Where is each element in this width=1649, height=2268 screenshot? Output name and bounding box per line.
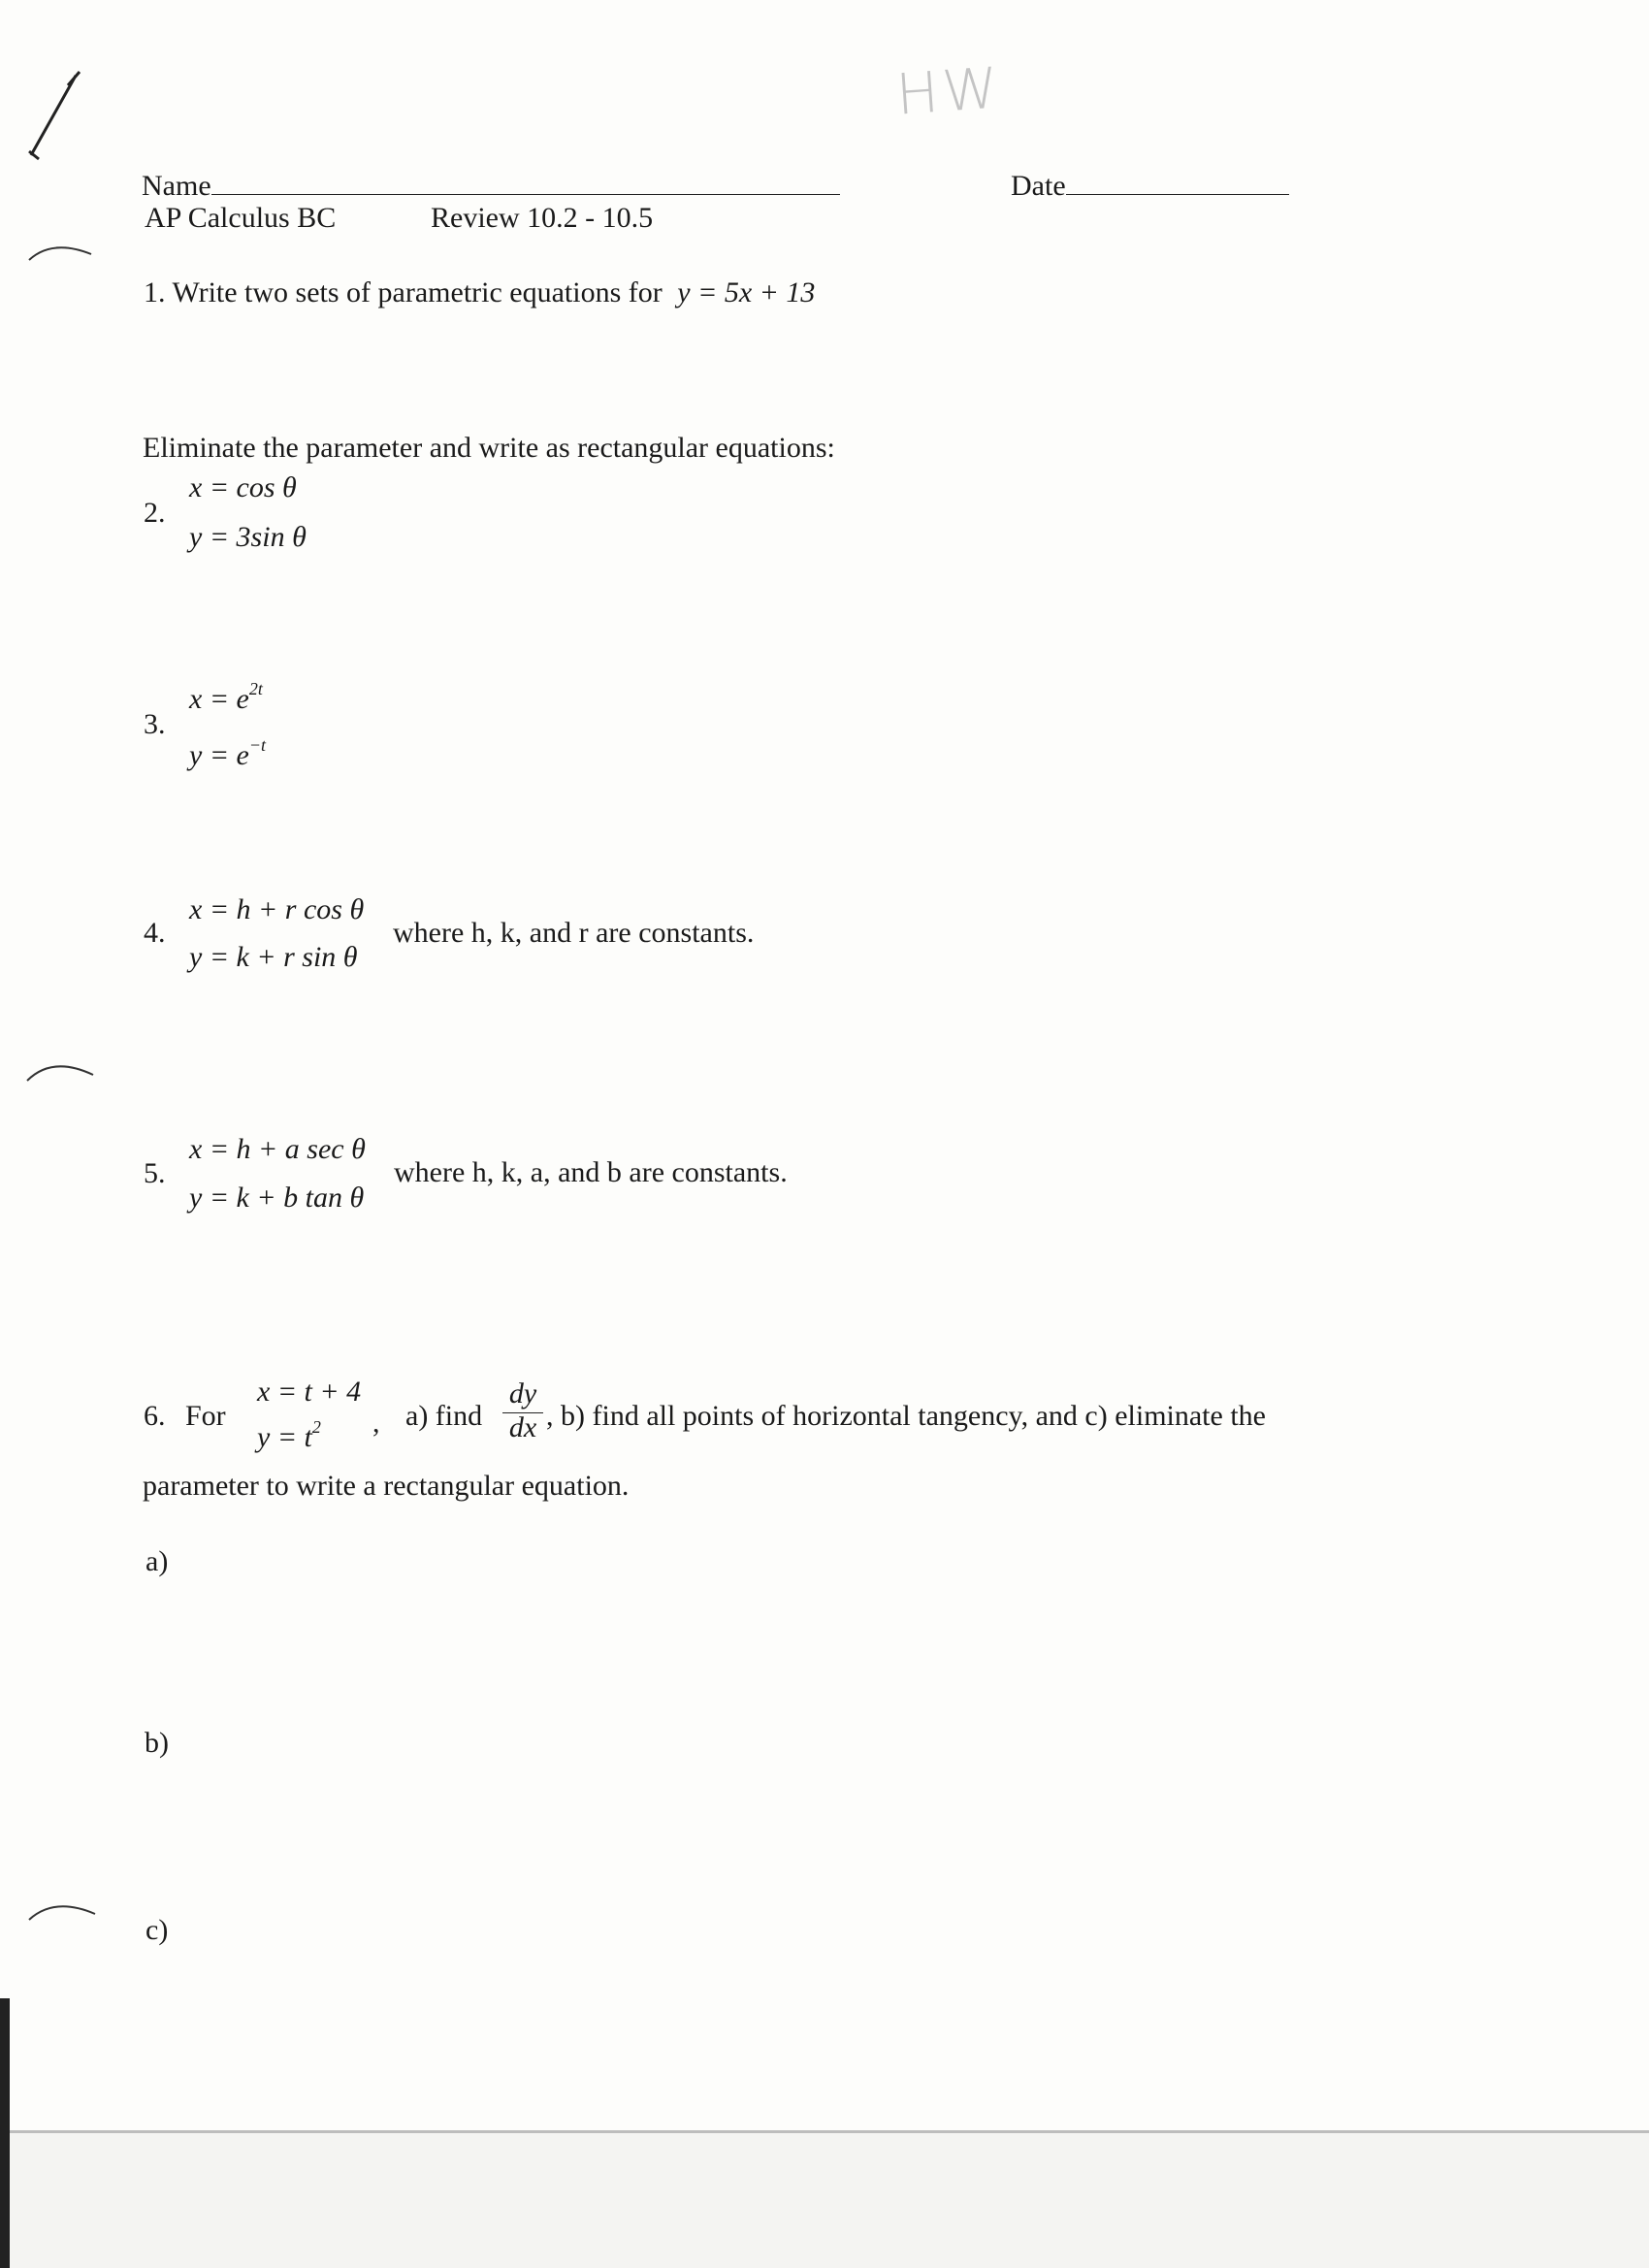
question-text: Write two sets of parametric equations for (172, 276, 663, 308)
equation-base: x = e (189, 683, 249, 715)
fraction-denominator: dx (508, 1411, 537, 1443)
equation-base: y = t (257, 1421, 312, 1453)
question-number: 6. (144, 1400, 166, 1432)
question-1 (144, 276, 815, 309)
equation: y = 5x + 13 (677, 276, 816, 308)
page-bottom-edge (0, 2130, 1649, 2133)
question-number: 2. (144, 497, 166, 529)
date-field[interactable] (1011, 165, 1289, 203)
date-blank-line[interactable] (1066, 165, 1289, 195)
equation-y: y = 3sin θ (189, 521, 307, 553)
question-6-line-2: parameter to write a rectangular equation. (143, 1470, 630, 1502)
comma: , (372, 1407, 380, 1439)
dy-dx-fraction (502, 1377, 543, 1444)
equation-base: y = e (189, 739, 249, 771)
question-number: 4. (144, 917, 166, 949)
equation-y (257, 1417, 321, 1454)
fraction-numerator: dy (508, 1377, 537, 1409)
review-title: Review 10.2 - 10.5 (431, 202, 654, 234)
question-6-rest: , b) find all points of horizontal tangency, and c) eliminate the (546, 1400, 1266, 1432)
equation-y: y = k + b tan θ (189, 1182, 365, 1214)
for-label: For (185, 1400, 226, 1432)
name-label: Name (142, 170, 211, 202)
scanner-left-edge (0, 1998, 10, 2268)
answer-b-label: b) (145, 1727, 169, 1759)
equation-x: x = cos θ (189, 471, 297, 503)
answer-a-label: a) (146, 1545, 169, 1577)
date-label: Date (1011, 170, 1066, 202)
part-a-text: a) find (405, 1400, 483, 1432)
punch-hole-mark-icon (21, 1048, 99, 1096)
question-number: 3. (144, 708, 166, 740)
equation-y: y = k + r sin θ (189, 941, 358, 973)
exponent: −t (248, 735, 267, 755)
answer-c-label: c) (146, 1914, 169, 1946)
punch-hole-mark-icon (23, 231, 101, 270)
name-blank-line[interactable] (211, 165, 840, 195)
equation-x: x = h + r cos θ (189, 893, 365, 925)
punch-hole-mark-icon (23, 1887, 101, 1935)
pen-check-mark-icon (19, 58, 87, 165)
constants-note: where h, k, and r are constants. (393, 917, 755, 949)
section-instruction: Eliminate the parameter and write as rectangular equations: (143, 432, 835, 464)
scanner-background (0, 2133, 1649, 2268)
exponent: 2 (311, 1417, 321, 1437)
equation-x: x = h + a sec θ (189, 1133, 366, 1165)
question-number: 5. (144, 1157, 166, 1189)
name-field[interactable] (142, 165, 840, 203)
handwritten-hw-note: HW (893, 54, 1005, 128)
equation-x: x = t + 4 (257, 1376, 362, 1408)
constants-note: where h, k, a, and b are constants. (394, 1156, 788, 1188)
question-number: 1. (144, 276, 166, 308)
equation-y (189, 735, 267, 772)
exponent: 2t (248, 679, 263, 698)
course-title: AP Calculus BC (145, 202, 337, 234)
equation-x (189, 679, 263, 716)
